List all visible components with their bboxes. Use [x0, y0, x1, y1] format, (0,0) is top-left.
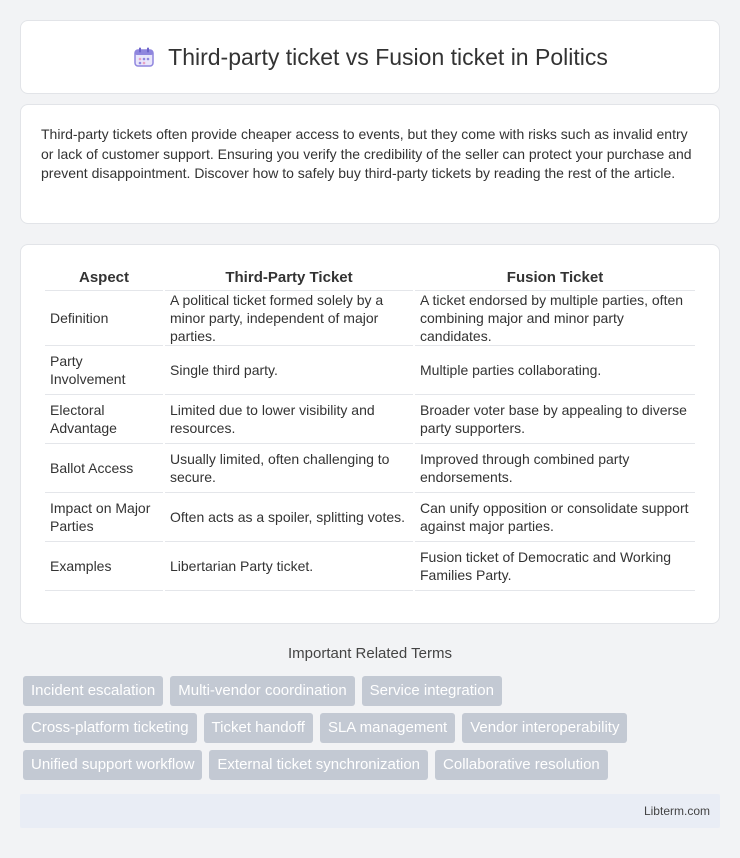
related-term-tag[interactable]: Collaborative resolution [435, 750, 608, 780]
fusion-cell: Can unify opposition or consolidate support against major parties. [415, 493, 695, 542]
header-third-party: Third-Party Ticket [165, 265, 413, 291]
intro-card [20, 104, 720, 224]
title-card [20, 20, 720, 94]
fusion-cell: Multiple parties collaborating. [415, 346, 695, 395]
third-party-cell: Usually limited, often challenging to secure. [165, 444, 413, 493]
calendar-icon [132, 45, 156, 69]
tag-row [23, 750, 723, 780]
table-row [45, 291, 695, 346]
aspect-cell: Definition [45, 291, 163, 346]
fusion-cell: Fusion ticket of Democratic and Working Families Party. [415, 542, 695, 591]
aspect-cell: Party Involvement [45, 346, 163, 395]
third-party-cell: Single third party. [165, 346, 413, 395]
aspect-cell: Electoral Advantage [45, 395, 163, 444]
related-terms-list [23, 676, 723, 787]
fusion-cell: Broader voter base by appealing to diverse party supporters. [415, 395, 695, 444]
related-term-tag[interactable]: Vendor interoperability [462, 713, 627, 743]
related-term-tag[interactable]: Cross-platform ticketing [23, 713, 197, 743]
related-terms-heading: Important Related Terms [288, 645, 452, 662]
third-party-cell: Libertarian Party ticket. [165, 542, 413, 591]
intro-text: Third-party tickets often provide cheaper access to events, but they come with risks such as invalid entry or lack of customer support. Ensuring you verify the credibility of the seller can protect your purchase and prevent disappointment. Discover how to safely buy third-party tickets by reading the rest of the article. [41, 126, 692, 181]
page-title: Third-party ticket vs Fusion ticket in Politics [168, 43, 608, 70]
comparison-table [43, 265, 697, 591]
related-term-tag[interactable]: Multi-vendor coordination [170, 676, 354, 706]
header-fusion: Fusion Ticket [415, 265, 695, 291]
aspect-cell: Examples [45, 542, 163, 591]
related-term-tag[interactable]: Ticket handoff [204, 713, 313, 743]
related-term-tag[interactable]: Incident escalation [23, 676, 163, 706]
aspect-cell: Impact on Major Parties [45, 493, 163, 542]
header-aspect: Aspect [45, 265, 163, 291]
fusion-cell: Improved through combined party endorsements. [415, 444, 695, 493]
third-party-cell: Limited due to lower visibility and resources. [165, 395, 413, 444]
table-row [45, 542, 695, 591]
fusion-cell: A ticket endorsed by multiple parties, often combining major and minor party candidates. [415, 291, 695, 346]
third-party-cell: A political ticket formed solely by a minor party, independent of major parties. [165, 291, 413, 346]
table-row [45, 346, 695, 395]
tag-row [23, 713, 723, 743]
comparison-table-card [20, 244, 720, 624]
aspect-cell: Ballot Access [45, 444, 163, 493]
tag-row [23, 676, 723, 706]
related-term-tag[interactable]: External ticket synchronization [209, 750, 428, 780]
related-term-tag[interactable]: SLA management [320, 713, 455, 743]
table-row [45, 395, 695, 444]
related-term-tag[interactable]: Service integration [362, 676, 502, 706]
footer [20, 794, 720, 828]
footer-site-link[interactable]: Libterm.com [643, 804, 710, 818]
table-row [45, 444, 695, 493]
related-term-tag[interactable]: Unified support workflow [23, 750, 202, 780]
table-header-row [45, 265, 695, 291]
third-party-cell: Often acts as a spoiler, splitting votes. [165, 493, 413, 542]
table-row [45, 493, 695, 542]
